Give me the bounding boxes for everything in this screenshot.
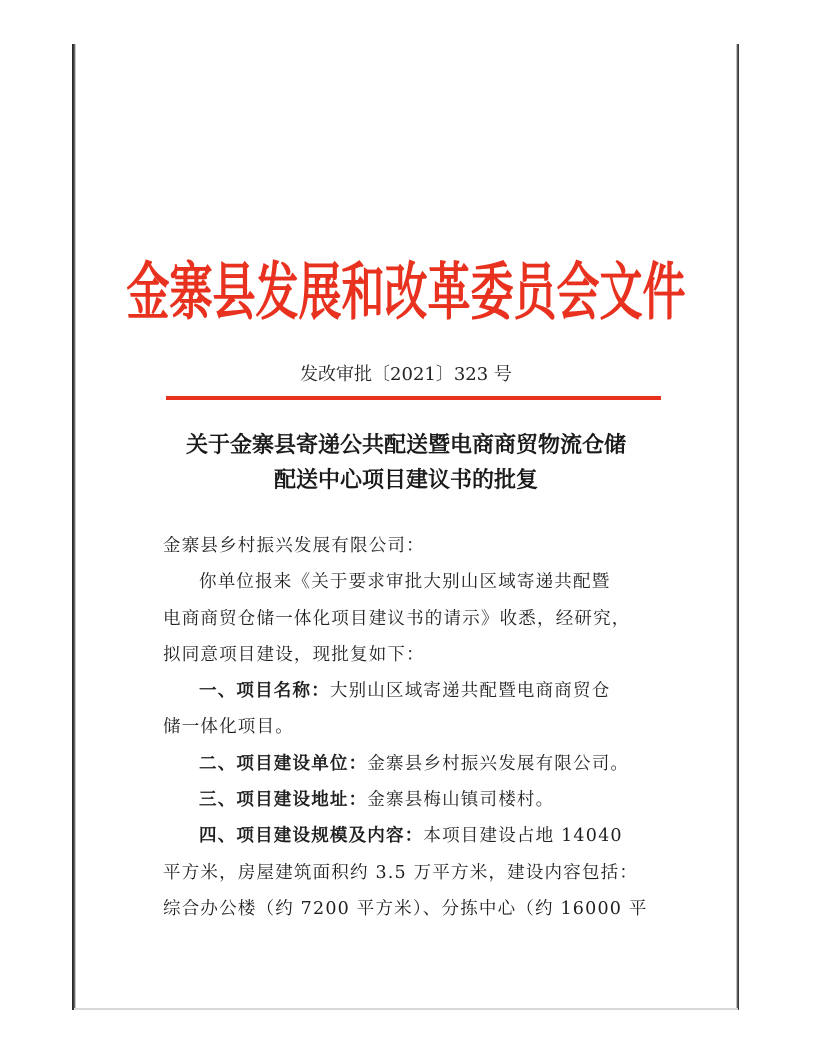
intro-line-2: 电商商贸仓储一体化项目建议书的请示》收悉，经研究， [163, 608, 631, 629]
item-project-address [163, 782, 663, 818]
item-project-name-cont: 储一体化项目。 [163, 717, 294, 738]
doc-body [163, 528, 663, 927]
red-divider [166, 396, 661, 400]
item-project-scale [163, 818, 663, 854]
item-text: 金寨县乡村振兴发展有限公司。 [367, 753, 630, 774]
item-text: 金寨县梅山镇司楼村。 [367, 790, 555, 811]
addressee: 金寨县乡村振兴发展有限公司： [163, 536, 425, 556]
doc-subject [76, 428, 736, 498]
item-heading: 二、项目建设单位： [199, 753, 368, 774]
scan-edge-right [736, 44, 739, 1010]
scan-edge-bottom [74, 1008, 738, 1010]
item-project-name [163, 673, 663, 709]
subject-line-2: 配送中心项目建议书的批复 [273, 467, 538, 493]
item-project-unit [163, 746, 663, 782]
org-title: 金寨县发展和改革委员会文件 [126, 257, 686, 330]
item-heading: 三、项目建设地址： [199, 790, 368, 811]
item-project-scale-cont: 平方米，房屋建筑面积约 3.5 万平方米，建设内容包括： [163, 862, 639, 883]
item-heading: 一、项目名称： [199, 681, 330, 702]
intro-line-3: 拟同意项目建设，现批复如下： [163, 644, 425, 665]
doc-number: 发改审批〔2021〕323 号 [300, 364, 512, 385]
item-heading: 四、项目建设规模及内容： [199, 826, 424, 847]
document-page [76, 44, 736, 1008]
item-text: 本项目建设占地 14040 [423, 826, 623, 847]
subject-line-1: 关于金寨县寄递公共配送暨电商商贸物流仓储 [185, 432, 626, 458]
item-text: 大别山区域寄递共配暨电商商贸仓 [329, 681, 611, 702]
intro-line-1: 你单位报来《关于要求审批大别山区域寄递共配暨 [199, 572, 611, 593]
item-project-scale-cont-2: 综合办公楼（约 7200 平方米）、分拣中心（约 16000 平 [163, 898, 648, 919]
